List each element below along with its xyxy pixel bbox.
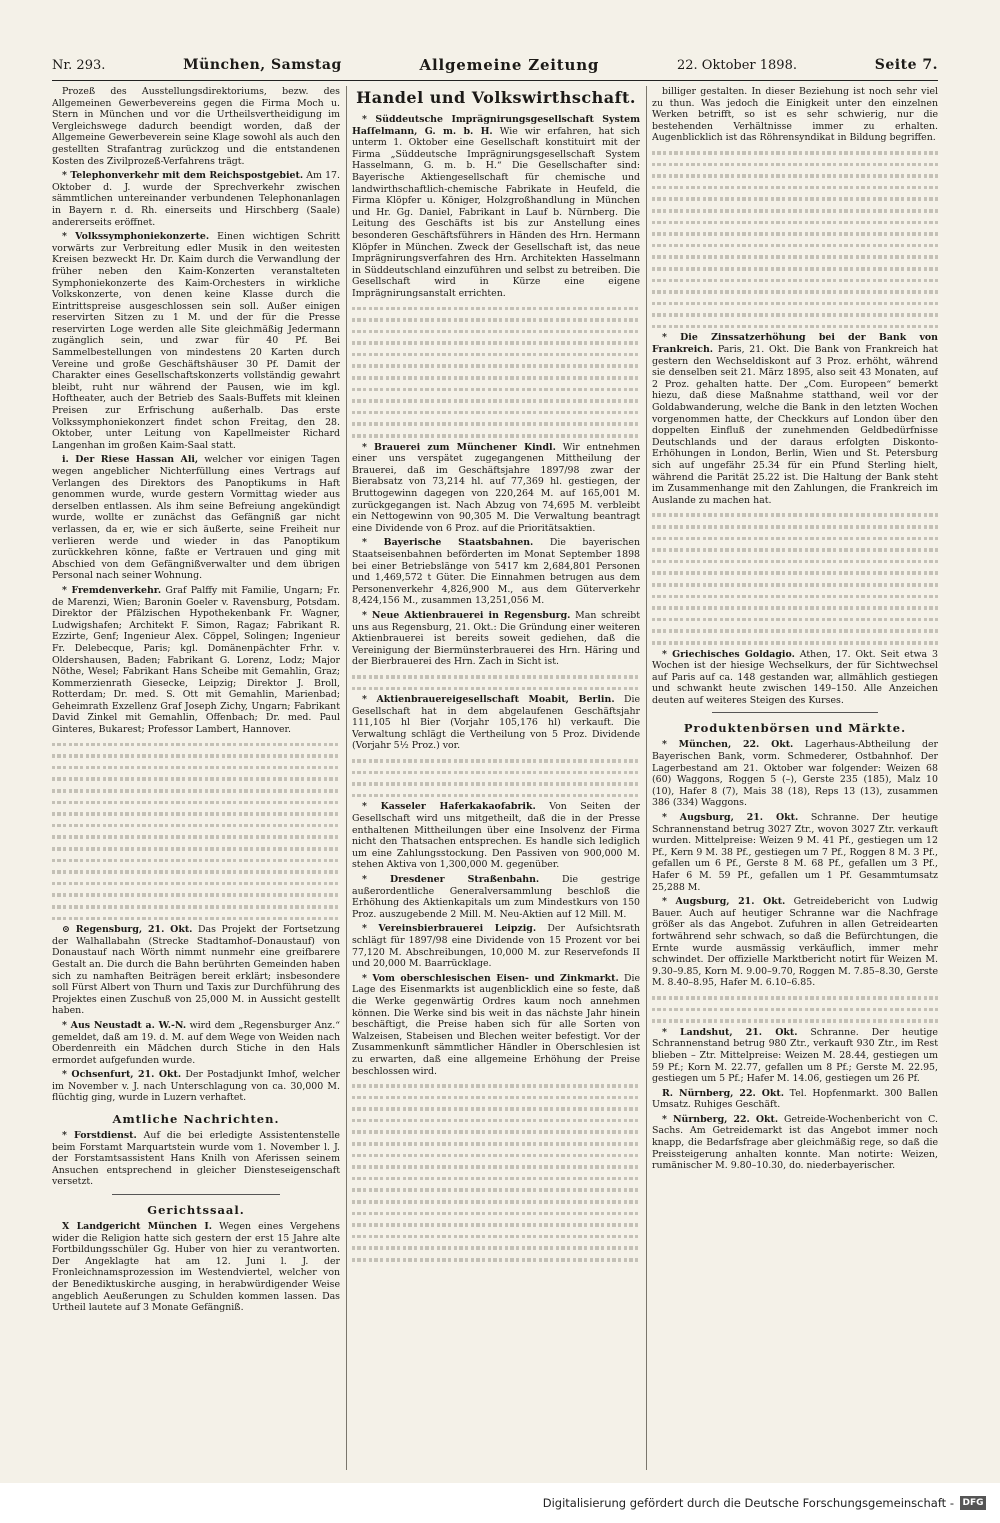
article-head: R. Nürnberg, 22. Okt. xyxy=(662,1087,784,1099)
article-paragraph: * Augsburg, 21. Okt. Schranne. Der heutige Schrannenstand betrug 3027 Ztr., wovon 3027 Ztr. verkauft wurden. Mittelpreise: Weizen 9 M. 41 Pf., gestiegen um 12 Pf., Kern 9 M. 38 Pf., gestiegen um 7 Pf., Roggen 8 M. 3 Pf., gefallen um 6 Pf., Gerste 8 M. 68 Pf., gefallen um 3 Pf., Hafer 6 M. 59 Pf., gefallen um 1 Pf. Gesammtumsatz 25,288 M. xyxy=(652,812,938,893)
illegible-text xyxy=(352,1242,640,1254)
article-paragraph: * Forstdienst. Auf die bei erledigte Assistentenstelle beim Forstamt Marquartstein wurde vom 1. November l. J. der Forstamtsassistent Hans Knilh von Aferissen seinem Ansuchen entsprechend in gleicher Diensteseigenschaft versetzt. xyxy=(52,1130,340,1188)
section-heading-amtliche: Amtliche Nachrichten. xyxy=(112,1112,280,1127)
illegible-text xyxy=(652,591,938,603)
illegible-text xyxy=(352,430,640,442)
illegible-text xyxy=(652,544,938,556)
illegible-text xyxy=(352,1254,640,1266)
illegible-text xyxy=(52,878,340,890)
illegible-text xyxy=(52,855,340,867)
illegible-text xyxy=(52,866,340,878)
illegible-text xyxy=(652,992,938,1004)
article-paragraph: * Volkssymphoniekonzerte. Einen wichtigen Schritt vorwärts zur Verbreitung edler Musik in den weitesten Kreisen bezweckt Hr. Dr. Kaim durch die Verwandlung der früher neben den Kaim-Konzerten veranstalteten Symphoniekonzerte des Kaim-Orchesters in wirkliche Volkskonzerte, von denen keine Klasse durch die Eintrittspreise ausgeschlossen sein soll. Außer einigen reservirten Sitzen zu 1 M. und der für die Presse reservirten Loge werden alle Site gleichmäßig Jedermann zugänglich sein, und zwar für 40 Pf. Bei Sammelbestellungen von mindestens 20 Karten durch Vereine und große Geschäftshäuser 30 Pf. Damit der Charakter eines Gesellschaftskonzerts vollständig gewahrt bleibt, ruht nur während der Pausen, wie im kgl. Hoftheater, auch der Betrieb des Saals-Buffets mit kleinen Preisen zur Erfrischung außerhalb. Das erste Volkssymphoniekonzert findet schon Freitag, den 28. Oktober, unter Leitung von Kapellmeister Richard Langenhan im großen Kaim-Saal statt. xyxy=(52,231,340,451)
illegible-text xyxy=(652,240,938,252)
illegible-text xyxy=(352,1219,640,1231)
illegible-text xyxy=(52,773,340,785)
illegible-text xyxy=(352,314,640,326)
article-paragraph: * Vereinsbierbrauerei Leipzig. Der Aufsichtsrath schlägt für 1897/98 eine Dividende von 15 Prozent vor bei 77,120 M. Abschreibungen, 10,000 M. zur Reservefonds II und 20,000 M. Baarrücklage. xyxy=(352,923,640,970)
article-paragraph: * Aktienbrauereigesellschaft Moabit, Berlin. Die Gesellschaft hat in dem abgelaufenen Geschäftsjahr 111,105 hl Bier (Vorjahr 105,176 hl) verkauft. Die Verwaltung schlägt die Vertheilung von 5 Proz. Dividende (Vorjahr 5½ Proz.) vor. xyxy=(352,694,640,752)
illegible-text xyxy=(652,614,938,626)
credit-text: Digitalisierung gefördert durch die Deutsche Forschungsgemeinschaft - xyxy=(542,1496,954,1510)
article-head: * Augsburg, 21. Okt. xyxy=(662,896,786,908)
illegible-text xyxy=(352,395,640,407)
article-paragraph: i. Der Riese Hassan Ali, welcher vor einigen Tagen wegen angeblicher Nichterfüllung eines Vertrags auf Verlangen des Direktors des Panoptikums in Haft genommen wurde, wurde gestern Vormittag wieder aus derselben entlassen. Als ihm seine Befreiung angekündigt wurde, wollte er zunächst das Gefängniß gar nicht verlassen, da er, wie er sich äußerte, seine Freiheit nur verlieren werde und wieder in das Panoptikum zurückkehren könne, faßte er Vertrauen und ging mit Abschied von dem Gefängnißverwalter und dem übrigen Personal nach seiner Wohnung. xyxy=(52,454,340,582)
article-head: * Ochsenfurt, 21. Okt. xyxy=(62,1069,182,1081)
illegible-text xyxy=(352,337,640,349)
illegible-text xyxy=(352,360,640,372)
issue-date: 22. Oktober 1898. xyxy=(677,57,797,73)
section-heading-handel: Handel und Volkswirthschaft. xyxy=(356,88,636,107)
article-paragraph: * Aus Neustadt a. W.-N. wird dem „Regensburger Anz.“ gemeldet, daß am 19. d. M. auf dem Wege von Weiden nach Oberdenreith ein Mädchen durch Stiche in den Hals ermordet aufgefunden wurde. xyxy=(52,1019,340,1066)
illegible-text xyxy=(352,790,640,802)
illegible-text xyxy=(352,1115,640,1127)
illegible-text xyxy=(52,889,340,901)
article-paragraph: ⊙ Regensburg, 21. Okt. Das Projekt der Fortsetzung der Walhallabahn (Strecke Stadtamhof–Donaustauf) von Donaustauf nach Wörth nimmt nunmehr eine greifbarere Gestalt an. Die durch die Bahn berührten Gemeinden haben sich zu namhaften Beiträgen bereit erklärt; insbesondere soll Fürst Albert von Thurn und Taxis zur Durchführung des Projektes einen Zuschuß von 25,000 M. in Aussicht gestellt haben. xyxy=(52,924,340,1017)
article-paragraph: * München, 22. Okt. Lagerhaus-Abtheilung der Bayerischen Bank, vorm. Schmederer, Ostbahnhof. Der Lagerbestand am 21. Oktober war folgender: Weizen 68 (60) Waggons, Roggen 5 (–), Gerste 235 (185), Malz 10 (10), Hafer 8 (7), Mais 38 (18), Reps 13 (13), zusammen 386 (334) Waggons. xyxy=(652,739,938,809)
illegible-text xyxy=(352,1103,640,1115)
illegible-text xyxy=(652,251,938,263)
illegible-text xyxy=(352,683,640,695)
illegible-text xyxy=(652,228,938,240)
article-head: * Landshut, 21. Okt. xyxy=(662,1026,798,1038)
dfg-logo-icon: DFG xyxy=(960,1496,986,1510)
illegible-text xyxy=(652,298,938,310)
article-paragraph: * Landshut, 21. Okt. Schranne. Der heutige Schrannenstand betrug 980 Ztr., verkauft 930 Ztr., im Rest blieben – Ztr. Mittelpreise: Weizen M. 28.44, gestiegen um 59 Pf.; Korn M. 22.77, gefallen um 8 Pf.; Gerste M. 22.95, gestiegen um 5 Pf.; Hafer M. 14.06, gestiegen um 26 Pf. xyxy=(652,1026,938,1085)
article-paragraph: * Telephonverkehr mit dem Reichspostgebiet. Am 17. Oktober d. J. wurde der Sprechverkehr zwischen sämmtlichen untereinander verbundenen Telephonanlagen in Bayern r. d. Rh. einerseits und Hirschberg (Saale) andererseits eröffnet. xyxy=(52,170,340,228)
article-head: * Dresdener Straßenbahn. xyxy=(362,874,540,885)
article-paragraph: * Vom oberschlesischen Eisen- und Zinkmarkt. Die Lage des Eisenmarkts ist augenblicklich eine so feste, daß die Werke gegenwärtig Ordres kaum noch annehmen können. Die Werke sind bis weit in das nächste Jahr hinein beschäftigt, die Preise haben sich für alle Sorten von Walzeisen, Stabeisen und Blechen weiter befestigt. Vor der Zusammenkunft sämmtlicher Händler in Oberschlesien ist zu erwarten, daß eine allgemeine Erhöhung der Preise beschlossen wird. xyxy=(352,972,640,1077)
article-head: ⊙ Regensburg, 21. Okt. xyxy=(62,924,193,936)
divider xyxy=(112,1194,280,1195)
illegible-text xyxy=(352,1080,640,1092)
page-header xyxy=(52,50,938,81)
article-head: * Vereinsbierbrauerei Leipzig. xyxy=(362,923,537,935)
article-head: * Aus Neustadt a. W.-N. xyxy=(62,1019,187,1031)
section-heading-produkten: Produktenbörsen und Märkte. xyxy=(683,721,907,736)
illegible-text xyxy=(52,808,340,820)
illegible-text xyxy=(52,797,340,809)
illegible-text xyxy=(352,1208,640,1220)
issue-number: Nr. 293. xyxy=(52,57,106,73)
illegible-text xyxy=(652,625,938,637)
article-head: * Augsburg, 21. Okt. xyxy=(662,812,799,824)
illegible-text xyxy=(352,1138,640,1150)
article-head: X Landgericht München I. xyxy=(62,1221,213,1233)
article-paragraph: R. Nürnberg, 22. Okt. Tel. Hopfenmarkt. 300 Ballen Umsatz. Ruhiges Geschäft. xyxy=(652,1087,938,1111)
digitization-credit xyxy=(0,1483,1000,1523)
illegible-text xyxy=(652,286,938,298)
illegible-text xyxy=(652,556,938,568)
illegible-text xyxy=(652,170,938,182)
illegible-text xyxy=(52,750,340,762)
article-paragraph: * Kasseler Haferkakaofabrik. Von Seiten der Gesellschaft wird uns mitgetheilt, daß die in der Presse enthaltenen Mittheilungen über eine Insolvenz der Firma nicht den Thatsachen entsprechen. Es handle sich lediglich um eine Zahlungsstockung. Den Passiven von 900,000 M. stehen Aktiva von 1,300,000 M. gegenüber. xyxy=(352,801,640,871)
illegible-text xyxy=(652,205,938,217)
illegible-text xyxy=(352,1092,640,1104)
illegible-text xyxy=(352,407,640,419)
illegible-text xyxy=(652,321,938,333)
illegible-text xyxy=(652,182,938,194)
article-paragraph: * Neue Aktienbrauerei in Regensburg. Man schreibt uns aus Regensburg, 21. Okt.: Die Gründung einer weiteren Aktienbrauerei ist bereits soweit gediehen, daß die Vereinigung der Biermünsterbrauerei des Hrn. Häring und der Bierbrauerei des Hrn. Zach in Sicht ist. xyxy=(352,609,640,668)
article-paragraph: * Augsburg, 21. Okt. Getreidebericht von Ludwig Bauer. Auch auf heutiger Schranne war die Nachfrage größer als das Angebot. Zufuhren in allen Getreidearten fortwährend sehr schwach, so daß die Befürchtungen, die Ernte wurde ausmässig verkäuflich, immer mehr schwindet. Der offizielle Marktbericht notirt für Weizen M. 9.30–9.85, Korn M. 9.00–9.70, Roggen M. 7.85–8.30, Gerste M. 8.40–8.95, Hafer M. 6.10–6.85. xyxy=(652,896,938,989)
column-left xyxy=(52,86,340,1470)
illegible-text xyxy=(52,820,340,832)
illegible-text xyxy=(652,217,938,229)
article-head: * Telephonverkehr mit dem Reichspostgebiet. xyxy=(62,170,304,182)
illegible-text xyxy=(352,1150,640,1162)
article-head: * Brauerei zum Münchener Kindl. xyxy=(362,441,556,453)
illegible-text xyxy=(352,384,640,396)
illegible-text xyxy=(352,778,640,790)
article-head: * Griechisches Goldagio. xyxy=(662,648,795,660)
illegible-text xyxy=(352,1126,640,1138)
article-head: * Nürnberg, 22. Okt. xyxy=(662,1113,779,1125)
illegible-text xyxy=(352,303,640,315)
article-head: * München, 22. Okt. xyxy=(662,739,794,751)
article-paragraph: X Landgericht München I. Wegen eines Vergehens wider die Religion hatte sich gestern der erst 15 Jahre alte Fortbildungsschüler Gg. Huber von hier zu verantworten. Der Angeklagte hat am 12. Juni l. J. der Fronleichnamsprozession im Westendviertel, welcher von der Benediktuskirche ausging, in herabwürdigender Weise angeblich Aeußerungen zu Schulden kommen lassen. Das Urtheil lautete auf 3 Monate Gefängniß. xyxy=(52,1221,340,1314)
illegible-text xyxy=(652,263,938,275)
illegible-text xyxy=(52,785,340,797)
illegible-text xyxy=(652,521,938,533)
article-head: i. Der Riese Hassan Ali, xyxy=(62,454,199,466)
illegible-text xyxy=(352,671,640,683)
newspaper-page xyxy=(52,50,938,1470)
illegible-text xyxy=(352,418,640,430)
article-head: * Volkssymphoniekonzerte. xyxy=(62,231,210,243)
illegible-text xyxy=(652,1015,938,1027)
illegible-text xyxy=(52,901,340,913)
article-paragraph: * Süddeutsche Imprägnirungsgesellschaft System Haſſelmann, G. m. b. H. Wie wir erfahren, hat sich unterm 1. Oktober eine Gesellschaft konstituirt mit der Firma „Süddeutsche Imprägnirungsgesellschaft System Hasselmann, G. m. b. H.“ Die Gesellschafter sind: Bayerische Aktiengesellschaft für chemische und landwirthschaftlich-chemische Fabrikate in Heufeld, die Firma Klöpfer u. Königer, Holzgroßhandlung in München und Hr. Gg. Daniel, Fabrikant in Lauf b. Nürnberg. Die Leitung des Geschäfts ist bis zur Anstellung eines besonderen Geschäftsführers in Händen des Hrn. Hermann Klöpfer in München. Zweck der Gesellschaft ist, das neue Imprägnirungsverfahren des Hrn. Architekten Hasselmann in Süddeutschland einzuführen und selbst zu betreiben. Die Gesellschaft wird in Kürze eine eigene Imprägnirungsanstalt errichten. xyxy=(352,114,640,299)
section-heading-gerichtssaal: Gerichtssaal. xyxy=(147,1203,245,1218)
article-paragraph: * Die Zinssatzerhöhung bei der Bank von Frankreich. Paris, 21. Okt. Die Bank von Frankreich hat gestern den Wechseldiskont auf 3 Proz. erhöht, während sie denselben seit 21. März 1895, also seit 43 Monaten, auf 2 Proz. gehalten hatte. Der „Com. Europeen“ bemerkt hiezu, daß diese Maßnahme statthand, weil vor der Goldabwanderung, welche die Bank in den letzten Wochen vorgenommen hatte, der Checkkurs auf London über den doppelten Einfluß der zunehmenden Geldbedürfnisse Deutschlands und der daraus erfolgten Diskonto-Erhöhungen in London, Berlin, Wien und St. Petersburg sich auf ungefähr 25.34 für ein Pfund Sterling hielt, während die Parität 25.22 ist. Die Haltung der Bank steht im Zusammenhange mit den Zahlungen, die Frankreich im Auslande zu machen hat. xyxy=(652,332,938,506)
article-head: * Fremdenverkehr. xyxy=(62,584,162,596)
illegible-text xyxy=(652,275,938,287)
illegible-text xyxy=(52,762,340,774)
columns xyxy=(52,86,938,1470)
article-paragraph: Prozeß des Ausstellungsdirektoriums, bezw. des Allgemeinen Gewerbevereins gegen die Firma Moch u. Stern in München und vor die Urtheilsvertheidigung im Vergleichswege dadurch beendigt worden, daß der Allgemeine Gewerbeverein seine Klage sowohl als auch den gestellten Strafantrag zurückzog und die entstandenen Kosten des Zivilprozeß-Verfahrens trägt. xyxy=(52,86,340,167)
illegible-text xyxy=(652,637,938,649)
article-head: * Kasseler Haferkakaofabrik. xyxy=(362,801,536,813)
illegible-text xyxy=(52,843,340,855)
article-paragraph: * Ochsenfurt, 21. Okt. Der Postadjunkt Imhof, welcher im November v. J. nach Unterschlagung von ca. 30,000 M. flüchtig ging, wurde in Luzern verhaftet. xyxy=(52,1069,340,1104)
column-middle xyxy=(352,86,640,1470)
illegible-text xyxy=(652,602,938,614)
illegible-text xyxy=(52,739,340,751)
column-right xyxy=(652,86,938,1470)
illegible-text xyxy=(652,159,938,171)
article-paragraph: * Bayerische Staatsbahnen. Die bayerischen Staatseisenbahnen beförderten im Monat September 1898 bei einer Betriebslänge von 5417 km 2,684,801 Personen und 1,469,572 t Güter. Die Einnahmen betrugen aus dem Personenverkehr 4,826,900 M., aus dem Güterverkehr 8,424,156 M., zusammen 13,251,056 M. xyxy=(352,537,640,607)
illegible-text xyxy=(652,509,938,521)
place-date: München, Samstag xyxy=(183,57,342,73)
divider xyxy=(712,712,878,713)
article-head: * Neue Aktienbrauerei in Regensburg. xyxy=(362,609,571,621)
article-head: * Die Zinssatzerhöhung bei der Bank von Frankreich. xyxy=(652,332,938,356)
article-head: * Forstdienst. xyxy=(62,1130,137,1142)
illegible-text xyxy=(52,831,340,843)
article-head: * Bayerische Staatsbahnen. xyxy=(362,537,534,549)
illegible-text xyxy=(652,533,938,545)
illegible-text xyxy=(352,1196,640,1208)
article-paragraph: * Nürnberg, 22. Okt. Getreide-Wochenbericht von C. Sachs. Am Getreidemarkt ist das Angebot immer noch knapp, die Bedarfsfrage aber gleichmäßig rege, so daß die Preissteigerung anhalten konnte. Man notirte: Weizen, rumänischer M. 9.80–10.30, do. niederbayerischer. xyxy=(652,1113,938,1172)
article-head: * Vom oberschlesischen Eisen- und Zinkmarkt. xyxy=(362,972,619,984)
article-paragraph: * Brauerei zum Münchener Kindl. Wir entnehmen einer uns verspätet zugegangenen Mittheilung der Brauerei, daß im Geschäftsjahre 1897/98 zwar der Bierabsatz von 73,214 hl. auf 77,369 hl. gestiegen, der Bruttogewinn dagegen von 220,264 M. auf 165,001 M. zurückgegangen ist. Nach Abzug von 74,695 M. verbleibt ein Nettogewinn von 90,305 M. Die Verwaltung beantragt eine Dividende von 6 Proz. auf die Prioritätsaktien. xyxy=(352,441,640,534)
column-rule xyxy=(346,86,347,1470)
illegible-text xyxy=(652,309,938,321)
column-rule xyxy=(646,86,647,1470)
illegible-text xyxy=(352,1231,640,1243)
illegible-text xyxy=(352,1173,640,1185)
article-paragraph: * Fremdenverkehr. Graf Palffy mit Familie, Ungarn; Fr. de Marenzi, Wien; Baronin Goeler v. Ravensburg, Potsdam. Direktor der Pfälzischen Hypothekenbank Fr. Wagner, Ludwigshafen; Architekt F. Simon, Ragaz; Fabrikant R. Ezzirte, Genf; Ingenieur Alex. Cöppel, Solingen; Ingenieur Fr. Delebecque, Paris; kgl. Domänenpächter Frhr. v. Oldershausen, Baden; Fabrikant G. Lorenz, Lodz; Major Nöthe, Wesel; Fabrikant Hans Scheibe mit Gemahlin, Graz; Kommerzienrath Giesecke, Leipzig; Direktor J. Broll, Rotterdam; Dr. med. S. Ott mit Gemahlin, Marienbad; Geheimrath Exzellenz Graf Joseph Zichy, Ungarn; Fabrikant David Zinkel mit Gemahlin, Offenbach; Dr. med. Paul Ginteres, Bukarest; Professor Lambert, Hannover. xyxy=(52,584,340,736)
article-paragraph: billiger gestalten. In dieser Beziehung ist noch sehr viel zu thun. Was jedoch die Einigkeit unter den einzelnen Werken betrifft, so ist es sehr schwierig, nur die bestehenden Verhältnisse immer zu erhalten. Augenblicklich ist das Röhrensyndikat in Bildung begriffen. xyxy=(652,86,938,144)
illegible-text xyxy=(352,372,640,384)
illegible-text xyxy=(352,326,640,338)
illegible-text xyxy=(52,913,340,925)
page-number: Seite 7. xyxy=(874,57,938,73)
illegible-text xyxy=(352,1161,640,1173)
article-paragraph: * Griechisches Goldagio. Athen, 17. Okt. Seit etwa 3 Wochen ist der hiesige Wechselkurs, der für Sichtwechsel auf Paris auf ca. 148 gestanden war, allmählich gestiegen und schwankt heute zwischen 149–150. Alle Anzeichen deuten auf weiteres Steigen des Kurses. xyxy=(652,648,938,706)
illegible-text xyxy=(352,349,640,361)
illegible-text xyxy=(652,579,938,591)
illegible-text xyxy=(652,147,938,159)
illegible-text xyxy=(352,755,640,767)
illegible-text xyxy=(652,1004,938,1016)
illegible-text xyxy=(352,767,640,779)
article-head: * Aktienbrauereigesellschaft Moabit, Berlin. xyxy=(362,694,615,706)
article-paragraph: * Dresdener Straßenbahn. Die gestrige außerordentliche Generalversammlung beschloß die Erhöhung des Aktienkapitals um zum Mindestkurs von 150 Proz. auszugebende 2 Mill. M. Neu-Aktien auf 12 Mill. M. xyxy=(352,874,640,920)
illegible-text xyxy=(652,193,938,205)
article-head: * Süddeutsche Imprägnirungsgesellschaft System Haſſelmann, G. m. b. H. xyxy=(352,114,640,137)
illegible-text xyxy=(352,1184,640,1196)
illegible-text xyxy=(652,567,938,579)
masthead: Allgemeine Zeitung xyxy=(419,56,600,74)
